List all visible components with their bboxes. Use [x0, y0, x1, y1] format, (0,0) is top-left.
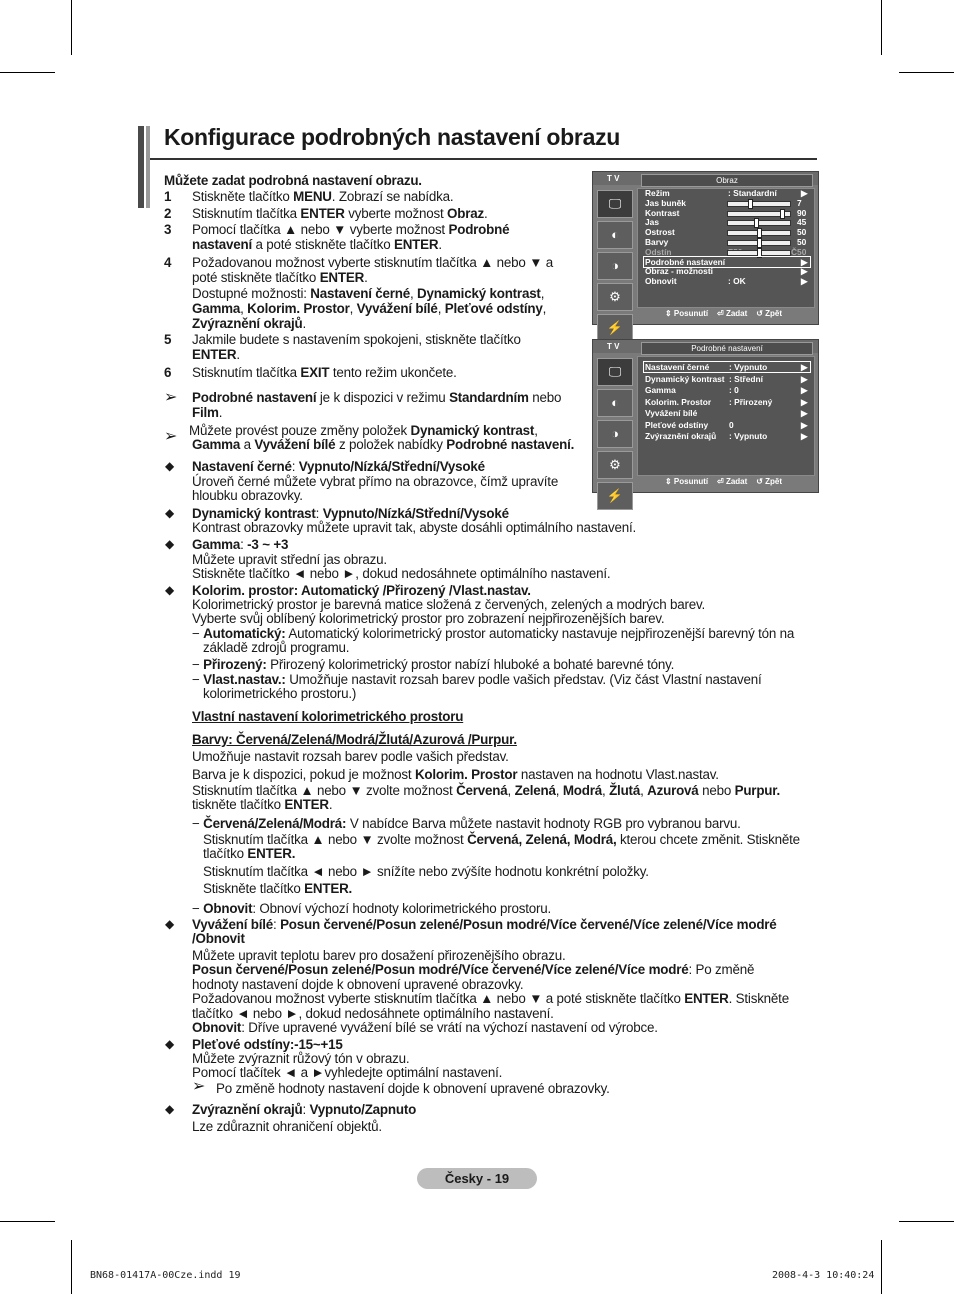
- body-text: Vyvážení bílé: Posun červené/Posun zelené/Posun modré/Více červené/Více zelené/Více modré: [192, 917, 777, 932]
- step-text: Stisknutím tlačítka ENTER vyberte možnost Obraz.: [192, 206, 488, 221]
- menu-row-number: 50: [797, 227, 807, 238]
- menu-row-arrow: ▶: [801, 276, 808, 287]
- body-text: Umožňuje nastavit rozsah barev podle vašich představ.: [192, 749, 509, 764]
- page-title: Konfigurace podrobných nastavení obrazu: [164, 124, 621, 150]
- title-divider: [150, 158, 817, 160]
- title-accent-bar-light: [146, 126, 150, 208]
- body-text: Můžete upravit střední jas obrazu.: [192, 552, 387, 567]
- step-number: 6: [164, 365, 172, 380]
- body-text: Nastavení černé: Vypnuto/Nízká/Střední/Vysoké: [192, 459, 485, 474]
- body-text: Stiskněte tlačítko ENTER.: [203, 881, 353, 896]
- footer-enter: Zadat: [725, 309, 748, 318]
- slider-knob[interactable]: [754, 218, 759, 228]
- body-text: základě zdrojů programu.: [203, 640, 350, 655]
- input-icon[interactable]: ⚡: [597, 314, 633, 342]
- slider-knob[interactable]: [748, 199, 753, 209]
- menu-row-arrow: ▶: [801, 385, 808, 395]
- body-text: hodnoty nastavení dojde k obnovení upravené obrazovky.: [192, 977, 524, 992]
- step-text: Dostupné možnosti: Nastavení černé, Dynamický kontrast,: [192, 286, 545, 301]
- body-text: Lze zdůraznit ohraničení objektů.: [192, 1119, 382, 1134]
- menu-row-label: Kolorim. Prostor: [645, 396, 712, 407]
- menu-row-value: : Standardní: [728, 188, 777, 198]
- step-text: Zvýraznění okrajů.: [192, 316, 306, 331]
- file-slug: BN68-01417A-00Cze.indd 19: [90, 1270, 241, 1281]
- body-text: tiskněte tlačítko ENTER.: [192, 797, 333, 812]
- body-text: Obnovit: Dříve upravené vyvážení bílé se vrátí na výchozí nastavení od výrobce.: [192, 1020, 658, 1035]
- menu-row-arrow: ▶: [801, 256, 808, 267]
- bullet-diamond-icon: ◆: [165, 459, 175, 473]
- tv-menu-detailed-settings: [592, 339, 819, 503]
- body-text: Úroveň černé můžete vybrat přímo na obrazovce, čímž upravíte: [192, 474, 559, 489]
- channel-icon[interactable]: ◑: [597, 252, 633, 280]
- step-text: Stisknutím tlačítka EXIT tento režim ukončete.: [192, 365, 457, 380]
- body-text: − Přirozený: Přirozený kolorimetrický prostor nabízí hluboké a bohaté barevné tóny.: [192, 657, 675, 672]
- slider-knob[interactable]: [757, 228, 762, 238]
- menu-row-label: Podrobné nastavení: [645, 256, 726, 267]
- menu-row-value: : 0: [729, 385, 739, 395]
- menu-row-value: : Vypnuto: [729, 431, 768, 441]
- setup-icon[interactable]: ⚙: [597, 283, 633, 311]
- body-text: Kolorimetrický prostor je barevná matice složená z červených, zelených a modrých barev.: [192, 597, 705, 612]
- body-text: Vyberte svůj oblíbený kolorimetrický prostor pro zobrazení nejpřirozenějších barev.: [192, 611, 665, 626]
- menu-row-arrow: ▶: [801, 408, 808, 418]
- body-text: Kontrast obrazovky můžete upravit tak, abyste dosáhli optimálního nastavení.: [192, 520, 637, 535]
- picture-icon[interactable]: 🖵: [597, 358, 633, 386]
- menu-row-slider: [727, 220, 791, 226]
- body-text: tlačítko ◄ nebo ►, dokud nedosáhnete optimálního nastavení.: [192, 1006, 554, 1021]
- body-text: Můžete upravit teplotu barev pro dosažení přirozenějšího obrazu.: [192, 948, 566, 963]
- menu-row-label: Odstín: [645, 246, 672, 257]
- menu-row-number: 50: [797, 237, 807, 247]
- note-text: Podrobné nastavení je k dispozici v režimu Standardním nebo: [192, 390, 562, 405]
- step-number: 3: [164, 222, 172, 237]
- menu-row-label: Zvýraznění okrajů: [645, 431, 717, 441]
- step-number: 2: [164, 206, 172, 221]
- body-text: Stiskněte tlačítko ◄ nebo ►, dokud nedosáhnete optimálního nastavení.: [192, 566, 611, 581]
- body-text: Barva je k dispozici, pokud je možnost Kolorim. Prostor nastaven na hodnotu Vlast.nastav.: [192, 767, 719, 782]
- tv-menu-picture: [592, 171, 819, 335]
- setup-icon[interactable]: ⚙: [597, 451, 633, 479]
- enter-icon: ⏎: [717, 309, 724, 318]
- bullet-diamond-icon: ◆: [165, 917, 175, 931]
- step-number: 5: [164, 332, 172, 347]
- menu-row-arrow: ▶: [801, 419, 808, 430]
- return-icon: ↺: [756, 309, 763, 318]
- slider-knob[interactable]: [780, 209, 785, 219]
- note-text: Film.: [192, 405, 223, 420]
- note-text: Můžete provést pouze změny položek Dynamický kontrast,: [189, 423, 538, 438]
- menu-row-label: Jas buněk: [645, 197, 686, 208]
- menu-tv-label: T V: [607, 174, 620, 183]
- menu-row-number: Č50: [791, 246, 807, 257]
- body-text: Stisknutím tlačítka ◄ nebo ► snížíte nebo zvýšíte hodnotu konkrétní položky.: [203, 864, 649, 879]
- footer-back: Zpět: [765, 309, 783, 318]
- body-text: − Obnovit: Obnoví výchozí hodnoty kolorimetrického prostoru.: [192, 901, 552, 916]
- menu-row-label: Vyvážení bílé: [645, 408, 698, 418]
- footer-enter: Zadat: [725, 477, 748, 486]
- step-text: nastavení a poté stiskněte tlačítko ENTER.: [192, 237, 442, 252]
- bullet-diamond-icon: ◆: [165, 1102, 175, 1116]
- step-text: Gamma, Kolorim. Prostor, Vyvážení bílé, Pleťové odstíny,: [192, 301, 547, 316]
- body-text: Posun červené/Posun zelené/Posun modré/Více červené/Více zelené/Více modré: Po změně: [192, 962, 755, 977]
- body-text: tlačítko ENTER.: [203, 846, 296, 861]
- bullet-diamond-icon: ◆: [165, 537, 175, 551]
- enter-icon: ⏎: [717, 477, 724, 486]
- body-text: Vlastní nastavení kolorimetrického prostoru: [192, 709, 464, 724]
- menu-row-slider: [727, 201, 791, 207]
- menu-row-arrow: ▶: [801, 362, 808, 372]
- menu-row-number: 7: [797, 197, 802, 208]
- bullet-diamond-icon: ◆: [165, 506, 175, 520]
- body-text: /Obnovit: [192, 931, 245, 946]
- body-text: − Automatický: Automatický kolorimetrický prostor automaticky nastavuje nejpřirozenější barevný tón na: [192, 626, 795, 641]
- menu-row-arrow: ▶: [801, 396, 808, 407]
- menu-row-label: Gamma: [645, 385, 676, 395]
- menu-footer: [633, 477, 814, 489]
- menu-row-arrow: ▶: [801, 431, 808, 441]
- menu-row-label: Pleťové odstíny: [645, 419, 709, 430]
- menu-row-value: : Přirozený: [729, 396, 773, 407]
- menu-row-arrow: ▶: [801, 266, 808, 277]
- note-arrow-icon: ➢: [192, 1078, 206, 1095]
- menu-footer: [633, 309, 814, 321]
- sound-icon[interactable]: ◐: [597, 389, 633, 417]
- menu-row-label: Ostrost: [645, 227, 675, 238]
- body-text: Můžete zvýraznit růžový tón v obrazu.: [192, 1051, 410, 1066]
- menu-sidebar: [597, 190, 633, 345]
- menu-row-label: Obraz - možnosti: [645, 266, 713, 277]
- body-text: hloubku obrazovky.: [192, 488, 303, 503]
- menu-row-value: : OK: [728, 276, 746, 287]
- intro-text: Můžete zadat podrobná nastavení obrazu.: [164, 173, 422, 188]
- body-text: Požadovanou možnost vyberte stisknutím tlačítka ▲ nebo ▼ a poté stiskněte tlačítko ENTER. Stiskněte: [192, 991, 789, 1006]
- slider-knob[interactable]: [757, 238, 762, 248]
- date-slug: 2008-4-3 10:40:24: [772, 1270, 875, 1281]
- menu-row-label: Režim: [645, 188, 670, 198]
- menu-row-value: : Vypnuto: [729, 362, 768, 372]
- move-icon: ⇕: [664, 477, 672, 486]
- return-icon: ↺: [756, 477, 763, 486]
- bullet-diamond-icon: ◆: [165, 583, 175, 597]
- note-arrow-icon: ➢: [164, 428, 178, 445]
- menu-row-slider: [727, 230, 791, 236]
- body-text: Kolorim. prostor: Automatický /Přirozený /Vlast.nastav.: [192, 583, 531, 598]
- menu-title: Obraz: [641, 174, 813, 187]
- menu-title: Podrobné nastavení: [641, 342, 813, 355]
- body-text: kolorimetrického prostoru.): [203, 686, 357, 701]
- move-icon: ⇕: [664, 309, 672, 318]
- step-number: 1: [164, 189, 172, 204]
- menu-sidebar: [597, 358, 633, 513]
- menu-tv-label: T V: [607, 342, 620, 351]
- body-text: Pleťové odstíny:-15~+15: [192, 1037, 343, 1052]
- menu-row-number: 45: [797, 217, 807, 228]
- body-text: Zvýraznění okrajů: Vypnuto/Zapnuto: [192, 1102, 417, 1117]
- menu-row-value: 0: [729, 419, 734, 430]
- bullet-diamond-icon: ◆: [165, 1037, 175, 1051]
- title-accent-bar: [138, 126, 144, 208]
- menu-row-arrow: ▶: [801, 188, 808, 198]
- footer-back: Zpět: [765, 477, 783, 486]
- sound-icon[interactable]: ◐: [597, 221, 633, 249]
- body-text: Stisknutím tlačítka ▲ nebo ▼ zvolte možnost Červená, Zelená, Modrá, Žlutá, Azurová nebo Purpur.: [192, 783, 781, 798]
- menu-row-slider: [727, 211, 791, 217]
- menu-row-arrow: ▶: [801, 373, 808, 384]
- menu-row-label: Dynamický kontrast: [645, 373, 725, 384]
- menu-row-slider: [727, 240, 791, 246]
- body-text: Stisknutím tlačítka ▲ nebo ▼ zvolte možnost Červená, Zelená, Modrá, kterou chcete změnit. Stiskněte: [203, 832, 800, 847]
- step-text: Požadovanou možnost vyberte stisknutím tlačítka ▲ nebo ▼ a: [192, 255, 554, 270]
- input-icon[interactable]: ⚡: [597, 482, 633, 510]
- note-text: Gamma a Vyvážení bílé z položek nabídky Podrobné nastavení.: [192, 437, 575, 452]
- footer-move: Posunutí: [673, 477, 709, 486]
- body-text: Dynamický kontrast: Vypnuto/Nízká/Střední/Vysoké: [192, 506, 509, 521]
- body-text: Gamma: -3 ~ +3: [192, 537, 289, 552]
- page-number: Česky - 19: [417, 1168, 537, 1189]
- menu-row-label: Nastavení černé: [645, 362, 710, 372]
- channel-icon[interactable]: ◑: [597, 420, 633, 448]
- step-text: Jakmile budete s nastavením spokojeni, stiskněte tlačítko: [192, 332, 521, 347]
- menu-row-label: Jas: [645, 217, 659, 228]
- menu-row-label: Barvy: [645, 237, 669, 247]
- step-text: Stiskněte tlačítko MENU. Zobrazí se nabídka.: [192, 189, 454, 204]
- step-text: ENTER.: [192, 347, 240, 362]
- step-text: Pomocí tlačítka ▲ nebo ▼ vyberte možnost Podrobné: [192, 222, 510, 237]
- body-text: Pomocí tlačítek ◄ a ►vyhledejte optimální nastavení.: [192, 1065, 503, 1080]
- step-text: poté stiskněte tlačítko ENTER.: [192, 270, 368, 285]
- body-text: Barvy: Červená/Zelená/Modrá/Žlutá/Azurová /Purpur.: [192, 732, 517, 747]
- step-number: 4: [164, 255, 172, 270]
- body-text: Po změně hodnoty nastavení dojde k obnovení upravené obrazovky.: [216, 1081, 610, 1096]
- footer-move: Posunutí: [673, 309, 709, 318]
- body-text: − Vlast.nastav.: Umožňuje nastavit rozsah barev podle vašich představ. (Viz část Vlastní nastavení: [192, 672, 762, 687]
- menu-row-value: : Střední: [729, 373, 763, 384]
- picture-icon[interactable]: 🖵: [597, 190, 633, 218]
- menu-row-label: Kontrast: [645, 207, 680, 218]
- note-arrow-icon: ➢: [164, 389, 178, 406]
- menu-row-label: Obnovit: [645, 276, 677, 287]
- body-text: − Červená/Zelená/Modrá: V nabídce Barva můžete nastavit hodnoty RGB pro vybranou barvu.: [192, 816, 741, 831]
- menu-row-number: 90: [797, 207, 807, 218]
